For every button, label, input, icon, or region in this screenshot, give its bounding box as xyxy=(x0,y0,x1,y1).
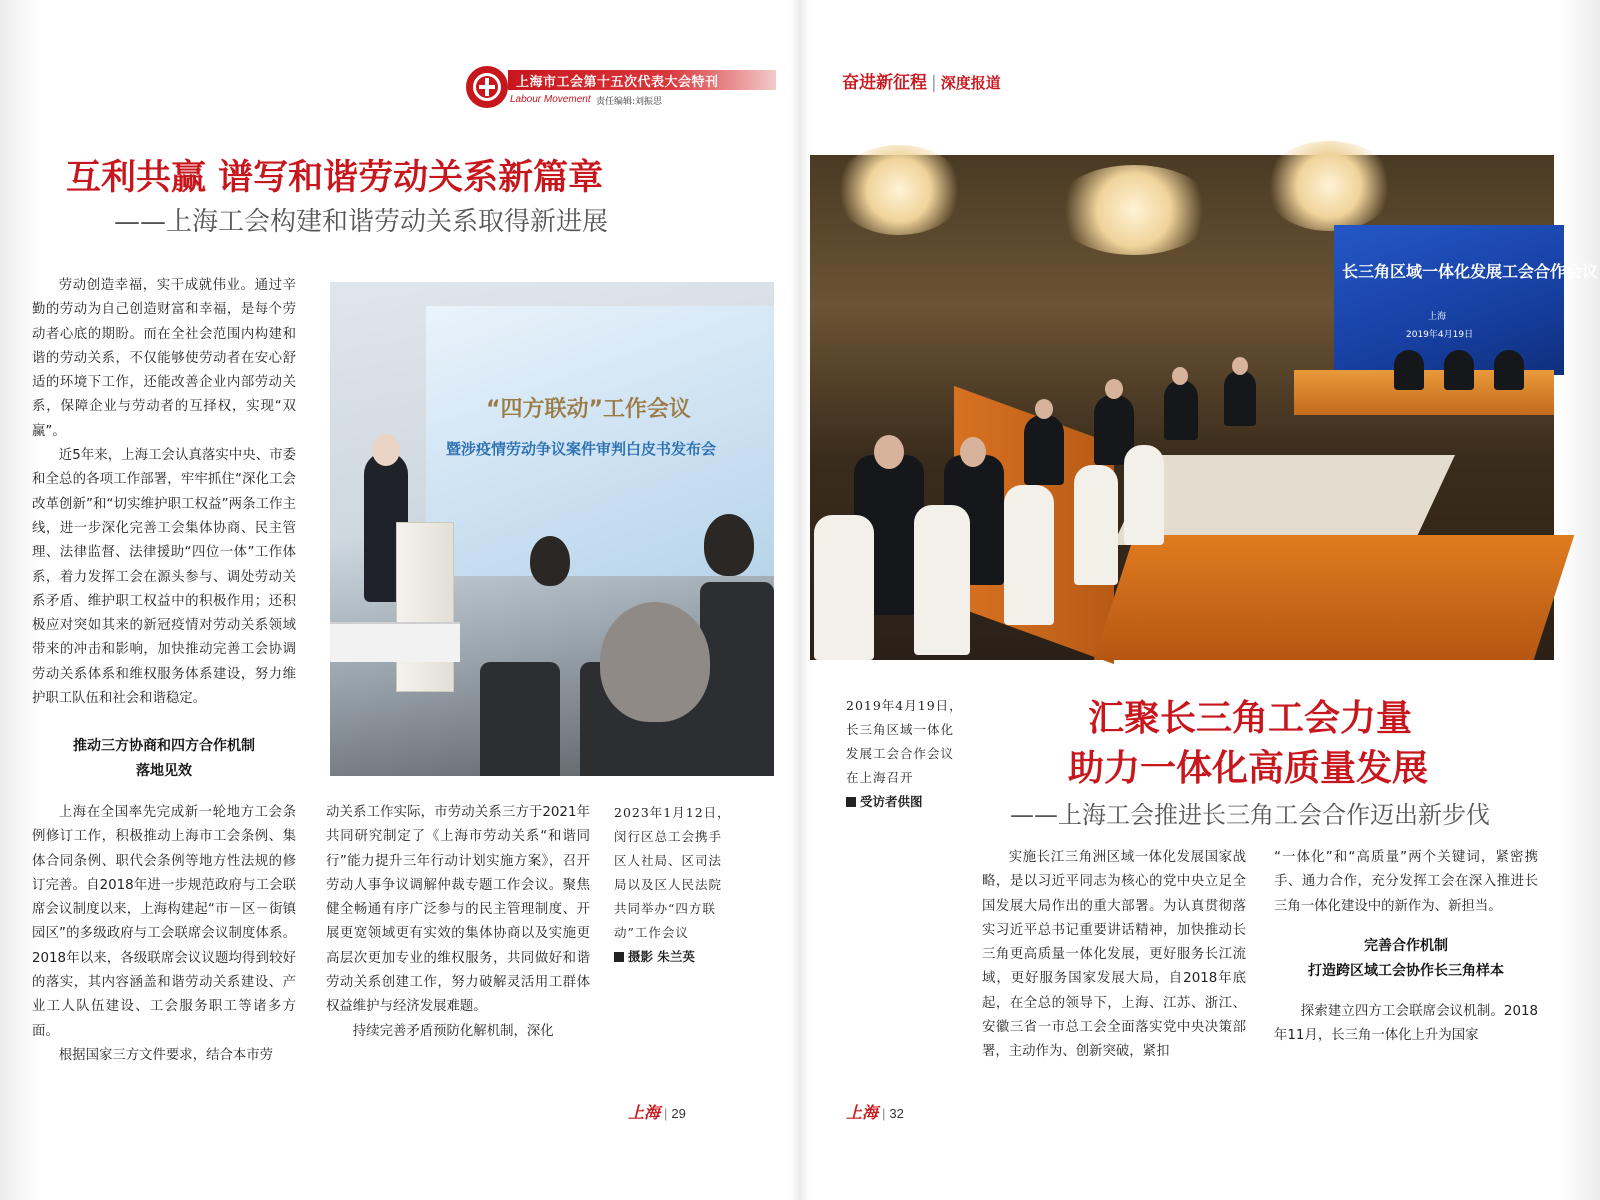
footer-logo: 上海 xyxy=(628,1103,661,1122)
conference-table xyxy=(1094,535,1575,660)
chair xyxy=(914,505,970,655)
union-logo-icon xyxy=(466,66,508,108)
body-paragraph: 探索建立四方工会联席会议机制。2018年11月，长三角一体化上升为国家 xyxy=(1274,1004,1538,1044)
body-paragraph: “一体化”和“高质量”两个关键词，紧密携手、通力合作，充分发挥工会在深入推进长三角一体化建设中的新作为、新担当。 xyxy=(1274,850,1538,914)
attendee-face xyxy=(1172,367,1188,385)
body-column-2 xyxy=(326,801,590,1044)
attendee-face xyxy=(1035,399,1053,419)
article-subtitle: ——上海工会推进长三角工会合作迈出新步伐 xyxy=(1010,801,1490,829)
chair xyxy=(480,662,560,776)
header-editor: 责任编辑:刘振思 xyxy=(596,97,663,107)
center-floor xyxy=(1113,455,1455,545)
attendee xyxy=(1164,380,1198,440)
photo-credit: 摄影 朱兰英 xyxy=(614,945,732,969)
footer-logo: 上海 xyxy=(846,1103,879,1122)
body-column-1 xyxy=(32,801,296,1068)
section-heading-line: 推动三方协商和四方合作机制 xyxy=(73,738,255,754)
chair xyxy=(1004,485,1054,625)
intro-paragraph: 近5年来，上海工会认真落实中央、市委和全总的各项工作部署，牢牢抓住“深化工会改革创新”和“切实维护职工权益”两条工作主线，进一步深化完善工会集体协商、民主管理、法律监督、法律援助“四位一体”工作体系，着力发挥工会在源头参与、调处劳动关系矛盾、维护职工权益中的积极作用；还积极应对突如其来的新冠疫情对劳动关系领域带来的冲击和影响，加快推动完善工会协调劳动关系体系和维权服务体系建设，努力维护职工队伍和社会和谐稳定。 xyxy=(32,448,296,707)
page-number: 32 xyxy=(889,1106,904,1121)
body-paragraph: 根据国家三方文件要求，结合本市劳 xyxy=(58,1047,274,1063)
attendee-face xyxy=(960,437,986,467)
attendee-face xyxy=(874,435,904,469)
article-title-line: 汇聚长三角工会力量 xyxy=(1088,697,1413,739)
attendee xyxy=(1024,415,1064,485)
attendee-face xyxy=(1105,379,1123,399)
meeting-photo xyxy=(330,282,774,776)
chandelier xyxy=(1054,165,1214,255)
article-title: 互利共赢 谱写和谐劳动关系新篇章 xyxy=(66,157,604,198)
page-footer: 上海 | 29 xyxy=(628,1100,686,1123)
screen-location: 上海 xyxy=(1428,312,1447,322)
podium xyxy=(396,522,454,692)
photo-credit: 受访者供图 xyxy=(846,790,964,814)
caption-text: 2019年4月19日，长三角区域一体化发展工会合作会议在上海召开 xyxy=(846,698,963,785)
chair xyxy=(1074,465,1118,585)
attendee-head xyxy=(530,536,570,586)
photo-caption xyxy=(614,801,732,969)
body-column-2 xyxy=(1274,846,1538,919)
section-heading xyxy=(1274,934,1538,984)
screen-subtitle: 暨涉疫情劳动争议案件审判白皮书发布会 xyxy=(446,440,717,458)
body-paragraph: 动关系工作实际，市劳动关系三方于2021年共同研究制定了《上海市劳动关系“和谐同行”能力提升三年行动计划实施方案》，召开劳动人事争议调解仲裁专题工作会议。聚焦健全畅通有序广泛参与的民主管理制度、开展更宽领域更有实效的集体协商以及实施更高层次更加专业的维权服务，共同做好和谐劳动关系创建工作，努力破解灵活用工群体权益维护与经济发展难题。 xyxy=(326,805,590,1015)
right-page xyxy=(800,0,1600,1200)
photo-caption xyxy=(846,694,964,814)
attendee-face xyxy=(1232,357,1248,375)
article-subtitle: ——上海工会构建和谐劳动关系取得新进展 xyxy=(114,207,609,237)
section-name: 奋进新征程 xyxy=(842,73,927,93)
section-heading-line: 落地见效 xyxy=(136,763,192,779)
page-footer: 上海 | 32 xyxy=(846,1100,904,1123)
page-edge-shadow xyxy=(1560,0,1600,1200)
screen-date: 2019年4月19日 xyxy=(1406,330,1474,340)
attendee xyxy=(1394,350,1424,390)
section-heading-line: 打造跨区域工会协作长三角样本 xyxy=(1308,963,1504,979)
attendee-head xyxy=(600,602,710,722)
page-number: 29 xyxy=(671,1106,686,1121)
front-table xyxy=(330,622,460,662)
conference-photo xyxy=(794,155,1599,660)
section-heading-line: 完善合作机制 xyxy=(1364,938,1448,954)
header-band-title: 上海市工会第十五次代表大会特刊 xyxy=(516,75,719,90)
chair xyxy=(1124,445,1164,545)
chandelier xyxy=(834,145,964,235)
section-header: 奋进新征程 | 深度报道 xyxy=(842,73,1001,93)
attendee xyxy=(1224,370,1256,426)
speaker-head xyxy=(372,434,400,466)
section-heading xyxy=(32,734,296,784)
body-column-2-continued xyxy=(1274,1000,1538,1049)
caption-text: 2023年1月12日，闵行区总工会携手区人社局、区司法局以及区人民法院共同举办“四方联动”工作会议 xyxy=(614,805,731,940)
body-paragraph: 实施长江三角洲区域一体化发展国家战略，是以习近平同志为核心的党中央立足全国发展大局作出的重大部署。为认真贯彻落实习近平总书记重要讲话精神，加快推动长三角更高质量一体化发展，更好服务长江流域，更好服务国家发展大局，自2018年底起，在全总的领导下，上海、江苏、浙江、安徽三省一市总工会全面落实党中央决策部署，主动作为、创新突破，紧扣 xyxy=(982,850,1246,1060)
screen-title: “四方联动”工作会议 xyxy=(486,397,691,422)
chair xyxy=(814,515,874,660)
intro-column xyxy=(32,274,296,711)
header-english-label: Labour Movement xyxy=(510,94,591,105)
body-column-1 xyxy=(982,846,1246,1065)
attendee xyxy=(1494,350,1524,390)
intro-paragraph: 劳动创造幸福，实干成就伟业。通过辛勤的劳动为自己创造财富和幸福，是每个劳动者心底的期盼。而在全社会范围内构建和谐的劳动关系，不仅能够使劳动者在安心舒适的环境下工作，还能改善企业内部劳动关系，保障企业与劳动者的互择权，实现“双赢”。 xyxy=(32,278,296,439)
chair xyxy=(700,582,774,776)
article-title-line: 助力一体化高质量发展 xyxy=(1068,747,1429,789)
body-paragraph: 持续完善矛盾预防化解机制，深化 xyxy=(352,1023,554,1039)
subsection-name: 深度报道 xyxy=(940,74,1001,92)
chandelier xyxy=(1264,141,1394,231)
screen-title: 长三角区域一体化发展工会合作会议 xyxy=(1342,262,1599,281)
body-paragraph: 上海在全国率先完成新一轮地方工会条例修订工作，积极推动上海市工会条例、集体合同条例、职代会条例等地方性法规的修订完善。自2018年进一步规范政府与工会联席会议制度以来，上海构建起“市－区－街镇园区”的多级政府与工会联席会议制度体系。2018年以来，各级联席会议议题均得到较好的落实，其内容涵盖和谐劳动关系建设、产业工人队伍建设、工会服务职工等诸多方面。 xyxy=(32,805,296,1039)
attendee xyxy=(1444,350,1474,390)
spine-gutter xyxy=(790,0,810,1200)
attendee-head xyxy=(704,514,754,576)
